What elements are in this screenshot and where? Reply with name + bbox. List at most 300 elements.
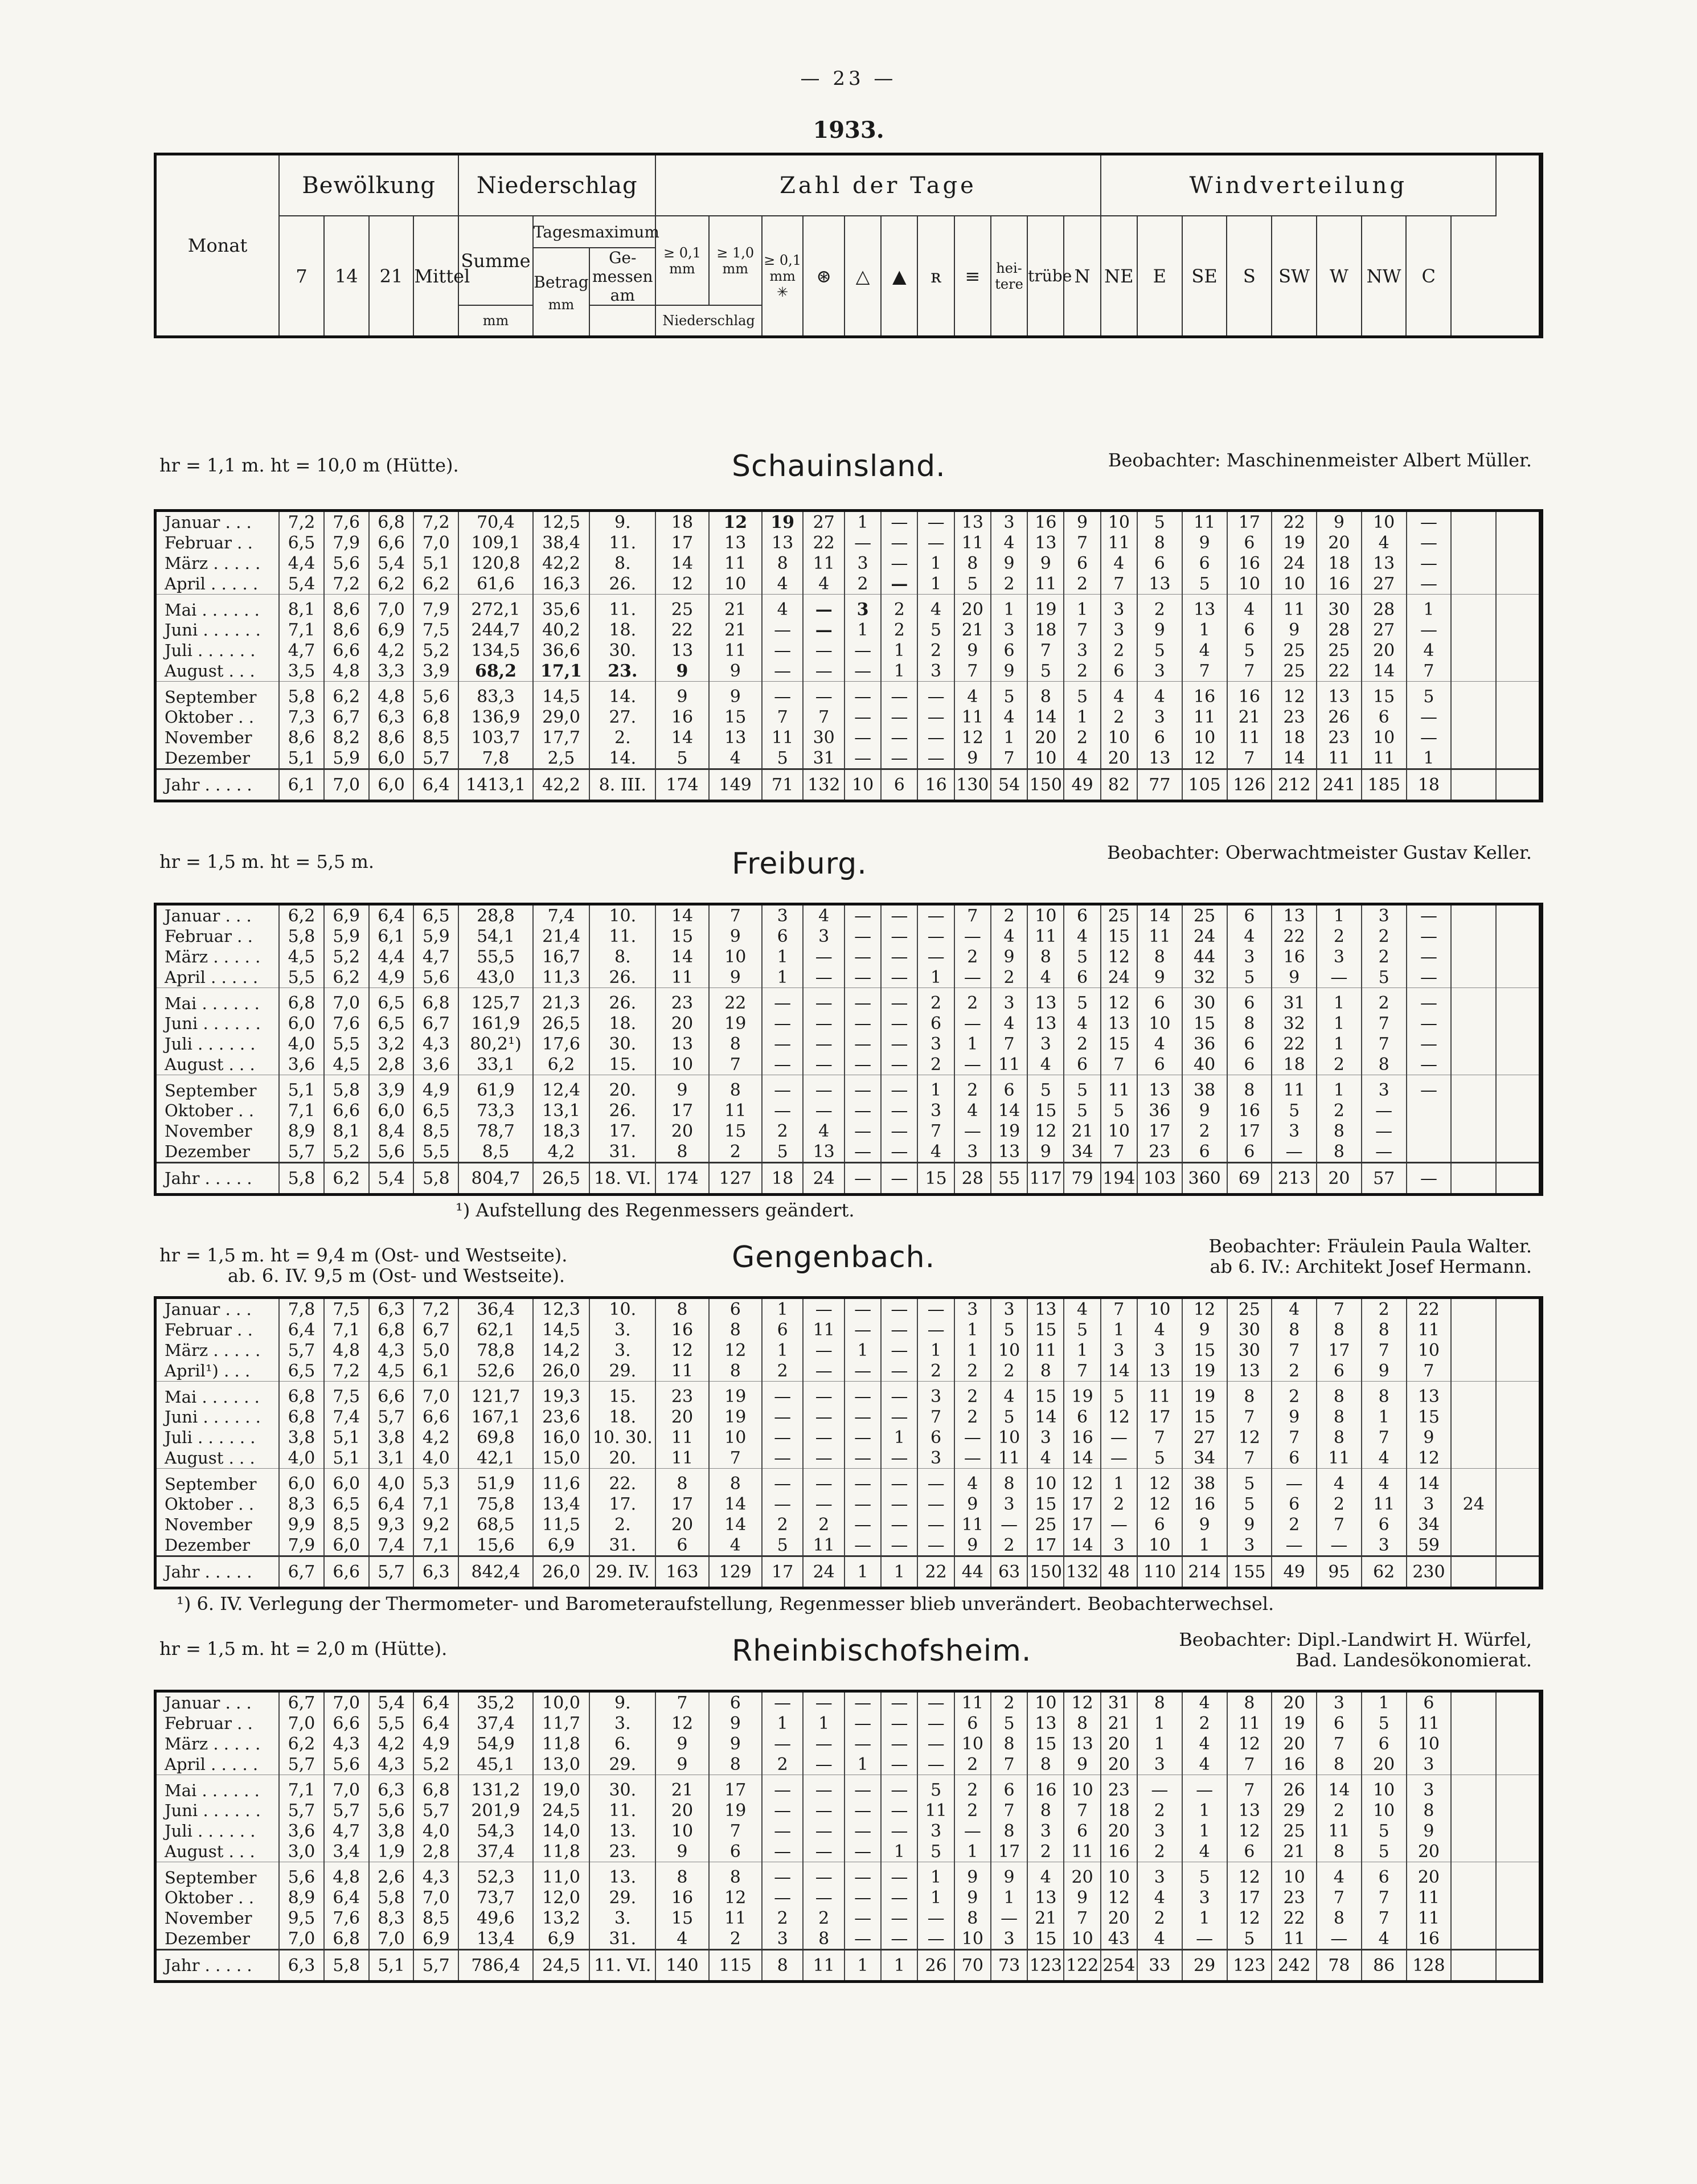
table-cell: 2: [1362, 926, 1407, 946]
table-cell: 7: [1137, 1427, 1182, 1448]
table-cell: —: [845, 748, 881, 769]
table-cell: —: [762, 988, 804, 1014]
month-label: Mai . . . . . .: [155, 1382, 280, 1407]
table-cell: 7: [917, 1121, 954, 1141]
month-row: [155, 1075, 1542, 1101]
table-cell: —: [803, 620, 845, 640]
table-cell: —: [917, 1494, 954, 1514]
table-cell: 14: [991, 1100, 1027, 1121]
table-cell: 2: [954, 946, 991, 967]
month-label: Oktober . .: [155, 1494, 280, 1514]
month-label: Januar . . .: [155, 1298, 280, 1320]
table-cell: 17: [655, 1494, 708, 1514]
table-cell: 54: [991, 769, 1027, 801]
table-cell: 4,8: [324, 1340, 369, 1361]
table-cell: 23: [655, 1382, 708, 1407]
table-cell: 2: [954, 1361, 991, 1382]
table-cell: 6,3: [279, 1950, 324, 1982]
table-cell: 11: [1362, 748, 1407, 769]
table-cell: 4: [991, 926, 1027, 946]
month-label: April . . . . .: [155, 967, 280, 988]
climate-table-sheet: [154, 153, 1543, 2009]
header-t01: ≥ 0,1 mm: [655, 216, 708, 305]
table-cell: 9: [1182, 1320, 1227, 1340]
table-cell: 10: [1362, 727, 1407, 748]
table-cell: 5,9: [324, 926, 369, 946]
table-cell: [1496, 1100, 1541, 1121]
table-cell: 5,8: [369, 1887, 414, 1908]
table-cell: 23: [1272, 707, 1317, 727]
month-label: August . . .: [155, 1448, 280, 1469]
table-cell: 10: [1182, 727, 1227, 748]
month-row: [155, 1841, 1542, 1862]
table-cell: —: [803, 1494, 845, 1514]
table-cell: 5: [1362, 1821, 1407, 1841]
table-cell: —: [881, 1713, 917, 1734]
table-cell: 7: [1317, 1514, 1362, 1535]
table-cell: 7: [1272, 1427, 1317, 1448]
table-cell: 11.: [589, 595, 655, 620]
table-cell: 132: [1064, 1556, 1100, 1588]
table-cell: 5,6: [413, 682, 458, 707]
table-cell: 17: [1227, 511, 1272, 533]
table-cell: —: [845, 707, 881, 727]
table-cell: 11: [1027, 1340, 1064, 1361]
table-cell: 10: [1137, 1535, 1182, 1556]
table-cell: —: [881, 573, 917, 595]
table-cell: 20: [1101, 1908, 1137, 1928]
table-cell: 3,1: [369, 1448, 414, 1469]
table-cell: 2: [1272, 1361, 1317, 1382]
table-cell: 8: [1317, 1121, 1362, 1141]
table-cell: 5: [991, 1320, 1027, 1340]
table-cell: —: [845, 1535, 881, 1556]
table-cell: 6,5: [279, 532, 324, 553]
table-cell: —: [845, 926, 881, 946]
year-row: [155, 1556, 1542, 1588]
header-niederschlag-small: Niederschlag: [655, 305, 762, 337]
table-cell: —: [881, 926, 917, 946]
table-cell: 5: [917, 1775, 954, 1801]
table-cell: 15: [1101, 926, 1137, 946]
table-cell: 12: [655, 1713, 708, 1734]
table-cell: 3: [1101, 1535, 1137, 1556]
month-row: [155, 1494, 1542, 1514]
table-cell: 4,0: [413, 1448, 458, 1469]
snow-star-icon: ✳: [777, 284, 789, 300]
year-row: [155, 1163, 1542, 1195]
month-row: [155, 988, 1542, 1014]
table-cell: [1451, 1034, 1496, 1054]
table-cell: 8: [1227, 1691, 1272, 1714]
table-cell: 12: [1137, 1469, 1182, 1494]
table-cell: 3,6: [279, 1054, 324, 1075]
table-cell: 13: [1027, 1298, 1064, 1320]
table-cell: —: [881, 1100, 917, 1121]
table-cell: 10: [845, 769, 881, 801]
table-cell: 8: [1137, 532, 1182, 553]
table-cell: 7: [709, 1821, 762, 1841]
table-cell: [1496, 1514, 1541, 1535]
month-row: [155, 1427, 1542, 1448]
table-cell: 36: [1182, 1034, 1227, 1054]
table-cell: 68,5: [458, 1514, 533, 1535]
table-cell: —: [917, 1713, 954, 1734]
table-cell: 10: [1027, 1691, 1064, 1714]
table-cell: 3: [917, 1382, 954, 1407]
table-cell: 5,8: [413, 1163, 458, 1195]
table-cell: 6: [1227, 1141, 1272, 1163]
table-cell: 8: [709, 1361, 762, 1382]
table-cell: 8: [1317, 1407, 1362, 1427]
table-cell: 5,4: [369, 1163, 414, 1195]
table-cell: 10: [709, 1427, 762, 1448]
table-cell: —: [1407, 988, 1452, 1014]
station-observer: Beobachter: Oberwachtmeister Gustav Keller.: [1107, 842, 1532, 863]
table-cell: 32: [1182, 967, 1227, 988]
table-cell: —: [762, 1494, 804, 1514]
table-cell: 4,5: [369, 1361, 414, 1382]
table-cell: 5: [1064, 1075, 1100, 1101]
table-cell: [1451, 1054, 1496, 1075]
table-cell: 8: [1027, 1800, 1064, 1821]
table-cell: 25: [1101, 904, 1137, 927]
table-cell: 1: [1182, 1821, 1227, 1841]
table-cell: 11: [1272, 595, 1317, 620]
table-cell: [1496, 1075, 1541, 1101]
table-cell: 6,5: [413, 904, 458, 927]
table-cell: 4,9: [413, 1075, 458, 1101]
table-cell: —: [1407, 1013, 1452, 1034]
table-cell: 6: [991, 640, 1027, 661]
month-label: Februar . .: [155, 1320, 280, 1340]
table-cell: 3,6: [413, 1054, 458, 1075]
table-cell: 29.: [589, 1754, 655, 1775]
table-cell: 8: [709, 1469, 762, 1494]
station-observer: Beobachter: Dipl.-Landwirt H. Würfel, Bad. Landesökonomierat.: [1179, 1629, 1532, 1671]
table-cell: 36,4: [458, 1298, 533, 1320]
table-cell: 10: [655, 1821, 708, 1841]
table-cell: 4: [1064, 748, 1100, 769]
table-cell: 9: [709, 926, 762, 946]
month-label: September: [155, 1075, 280, 1101]
table-cell: 13: [1137, 1075, 1182, 1101]
table-cell: —: [881, 1340, 917, 1361]
table-cell: 6,8: [279, 988, 324, 1014]
table-cell: 19: [762, 511, 804, 533]
table-cell: 2: [881, 595, 917, 620]
table-cell: —: [1137, 1775, 1182, 1801]
table-cell: 9: [1272, 1407, 1317, 1427]
month-row: [155, 1469, 1542, 1494]
table-cell: —: [881, 1407, 917, 1427]
table-cell: 27: [1362, 573, 1407, 595]
table-cell: 8: [1362, 1382, 1407, 1407]
table-cell: 14: [1064, 1448, 1100, 1469]
table-cell: —: [954, 926, 991, 946]
table-cell: —: [845, 1448, 881, 1469]
table-cell: —: [845, 1054, 881, 1075]
table-cell: 1: [1407, 748, 1452, 769]
table-cell: 7,2: [279, 511, 324, 533]
table-cell: 11: [1362, 1494, 1407, 1514]
table-cell: 14: [709, 1514, 762, 1535]
table-cell: —: [762, 1469, 804, 1494]
table-cell: 7: [1064, 532, 1100, 553]
table-cell: 3: [917, 1448, 954, 1469]
table-cell: [1451, 926, 1496, 946]
table-cell: 6: [762, 926, 804, 946]
table-cell: 7: [1362, 1427, 1407, 1448]
table-cell: 7: [991, 1754, 1027, 1775]
table-cell: 40: [1182, 1054, 1227, 1075]
table-cell: 14: [709, 1494, 762, 1514]
table-cell: 10: [1137, 1298, 1182, 1320]
table-cell: 43,0: [458, 967, 533, 988]
table-cell: 29: [1182, 1950, 1227, 1982]
month-row: [155, 1754, 1542, 1775]
table-cell: 59: [1407, 1535, 1452, 1556]
table-cell: 3: [1137, 1340, 1182, 1361]
table-cell: 3: [1272, 1121, 1317, 1141]
table-cell: 1413,1: [458, 769, 533, 801]
table-cell: 10: [1027, 748, 1064, 769]
month-row: [155, 1734, 1542, 1754]
table-cell: 11: [1182, 707, 1227, 727]
table-cell: 11. VI.: [589, 1950, 655, 1982]
table-cell: 6: [1101, 661, 1137, 682]
table-cell: 20: [1101, 1754, 1137, 1775]
table-cell: —: [917, 1908, 954, 1928]
table-cell: 10: [709, 946, 762, 967]
table-cell: 2: [1362, 988, 1407, 1014]
table-cell: [1496, 1013, 1541, 1034]
table-cell: 4: [1137, 682, 1182, 707]
table-cell: 9: [1064, 1887, 1100, 1908]
table-cell: [1451, 1382, 1496, 1407]
header-wind-e: E: [1137, 216, 1182, 337]
table-cell: 8: [655, 1141, 708, 1163]
table-cell: 20: [1362, 1754, 1407, 1775]
table-cell: 7,0: [279, 1928, 324, 1950]
table-cell: 7,1: [413, 1494, 458, 1514]
table-cell: 6,2: [369, 573, 414, 595]
station-block: [154, 338, 1543, 829]
table-cell: 4: [709, 748, 762, 769]
table-cell: 5: [1227, 1469, 1272, 1494]
table-cell: 10: [954, 1734, 991, 1754]
page-year: 1933.: [813, 117, 884, 144]
month-label: Februar . .: [155, 926, 280, 946]
table-cell: 3: [991, 988, 1027, 1014]
table-cell: —: [762, 1821, 804, 1841]
table-cell: 17: [1137, 1407, 1182, 1427]
table-cell: 2: [803, 1908, 845, 1928]
table-cell: 34: [1407, 1514, 1452, 1535]
table-cell: —: [845, 1928, 881, 1950]
table-cell: 17: [1317, 1340, 1362, 1361]
table-cell: 2: [1027, 1841, 1064, 1862]
table-cell: 25: [1317, 640, 1362, 661]
table-cell: —: [1272, 1535, 1317, 1556]
table-cell: 212: [1272, 769, 1317, 801]
table-cell: 14,2: [533, 1340, 589, 1361]
month-label: März . . . . .: [155, 553, 280, 573]
table-cell: 8,5: [413, 727, 458, 748]
table-cell: 6: [1317, 1361, 1362, 1382]
month-label: Juli . . . . . .: [155, 640, 280, 661]
header-wind-s: S: [1227, 216, 1272, 337]
table-cell: [1496, 1407, 1541, 1427]
month-row: [155, 926, 1542, 946]
table-cell: 7: [1407, 661, 1452, 682]
table-cell: [1451, 1121, 1496, 1141]
table-cell: —: [917, 1298, 954, 1320]
table-cell: 6: [1362, 707, 1407, 727]
table-cell: 12: [1227, 1821, 1272, 1841]
table-cell: 150: [1027, 1556, 1064, 1588]
table-cell: —: [1101, 1514, 1137, 1535]
table-cell: 2: [1272, 1514, 1317, 1535]
table-cell: 49: [1272, 1556, 1317, 1588]
month-label: September: [155, 1469, 280, 1494]
table-cell: 6,4: [413, 1713, 458, 1734]
table-cell: 3: [1101, 620, 1137, 640]
table-cell: 7,4: [369, 1535, 414, 1556]
table-cell: [1496, 748, 1541, 769]
table-cell: 2: [1101, 707, 1137, 727]
table-cell: 4,7: [324, 1821, 369, 1841]
table-cell: 7: [1407, 1361, 1452, 1382]
table-cell: 3: [1137, 1754, 1182, 1775]
table-cell: 6,7: [279, 1691, 324, 1714]
month-label: Mai . . . . . .: [155, 595, 280, 620]
table-cell: 7: [917, 1407, 954, 1427]
table-cell: 4,2: [369, 1734, 414, 1754]
table-cell: 8,6: [324, 620, 369, 640]
table-cell: 21,4: [533, 926, 589, 946]
table-cell: 26: [1272, 1775, 1317, 1801]
table-cell: 70,4: [458, 511, 533, 533]
table-cell: 18: [1317, 553, 1362, 573]
table-cell: 7,9: [324, 532, 369, 553]
table-cell: 2: [762, 1754, 804, 1775]
table-cell: 9: [991, 553, 1027, 573]
table-cell: —: [1407, 553, 1452, 573]
table-cell: 5: [917, 1841, 954, 1862]
table-cell: 10,0: [533, 1691, 589, 1714]
table-cell: 1: [991, 1887, 1027, 1908]
table-cell: 18: [1407, 769, 1452, 801]
table-cell: 10: [1027, 1469, 1064, 1494]
table-cell: 11: [1182, 511, 1227, 533]
table-cell: 3: [917, 1821, 954, 1841]
table-cell: 1,9: [369, 1841, 414, 1862]
table-cell: 2: [917, 640, 954, 661]
table-cell: 82: [1101, 769, 1137, 801]
table-cell: 2: [1064, 727, 1100, 748]
table-cell: 9: [954, 1494, 991, 1514]
table-cell: 8: [1407, 1800, 1452, 1821]
table-cell: 3: [1362, 1075, 1407, 1101]
table-cell: —: [762, 1691, 804, 1714]
table-cell: 14: [1137, 904, 1182, 927]
table-cell: 5: [1027, 661, 1064, 682]
month-row: [155, 595, 1542, 620]
table-cell: 26,0: [533, 1556, 589, 1588]
table-cell: 6: [1064, 967, 1100, 988]
table-cell: 19: [709, 1800, 762, 1821]
table-cell: 9: [655, 661, 708, 682]
month-label: Juni . . . . . .: [155, 620, 280, 640]
table-cell: —: [881, 1163, 917, 1195]
table-cell: 2: [954, 988, 991, 1014]
table-cell: 2: [1317, 1054, 1362, 1075]
table-cell: 11: [655, 1448, 708, 1469]
month-row: [155, 1034, 1542, 1054]
year-row: [155, 769, 1542, 801]
table-cell: 5,1: [413, 553, 458, 573]
table-cell: [1451, 1800, 1496, 1821]
table-cell: [1496, 1427, 1541, 1448]
header-wind-ne: NE: [1101, 216, 1137, 337]
table-cell: 2: [709, 1141, 762, 1163]
table-cell: [1451, 988, 1496, 1014]
table-cell: 1: [1182, 620, 1227, 640]
table-cell: —: [1317, 967, 1362, 988]
table-cell: 6,6: [369, 1382, 414, 1407]
month-row: [155, 707, 1542, 727]
table-cell: 7,0: [369, 1928, 414, 1950]
table-cell: 14.: [589, 682, 655, 707]
header-bew-mittel: Mittel: [413, 216, 458, 337]
table-cell: 174: [655, 1163, 708, 1195]
table-cell: 5,5: [413, 1141, 458, 1163]
table-cell: 8,6: [369, 727, 414, 748]
table-cell: [1496, 1320, 1541, 1340]
table-cell: 11: [1137, 1382, 1182, 1407]
table-cell: 83,3: [458, 682, 533, 707]
table-cell: 19,3: [533, 1382, 589, 1407]
table-cell: 3: [1407, 1494, 1452, 1514]
month-row: [155, 967, 1542, 988]
table-cell: 6,0: [324, 1535, 369, 1556]
table-cell: 7,1: [279, 620, 324, 640]
table-cell: —: [1407, 620, 1452, 640]
table-cell: 6: [1227, 1034, 1272, 1054]
table-cell: 109,1: [458, 532, 533, 553]
table-cell: —: [881, 1535, 917, 1556]
table-cell: 4,4: [279, 553, 324, 573]
table-cell: 16: [1317, 573, 1362, 595]
header-wind-n: N: [1064, 216, 1100, 337]
month-label: November: [155, 727, 280, 748]
table-cell: 5: [1064, 1320, 1100, 1340]
table-cell: 21: [709, 595, 762, 620]
table-cell: 201,9: [458, 1800, 533, 1821]
table-cell: 11.: [589, 926, 655, 946]
table-cell: 78,8: [458, 1340, 533, 1361]
table-cell: 3,0: [279, 1841, 324, 1862]
table-cell: —: [881, 1514, 917, 1535]
table-cell: —: [917, 511, 954, 533]
table-cell: 2: [1137, 1800, 1182, 1821]
table-cell: 4: [1272, 1298, 1317, 1320]
table-cell: 6: [1137, 1514, 1182, 1535]
table-cell: 8: [1362, 1320, 1407, 1340]
table-cell: 7: [1317, 1734, 1362, 1754]
table-cell: —: [991, 1908, 1027, 1928]
